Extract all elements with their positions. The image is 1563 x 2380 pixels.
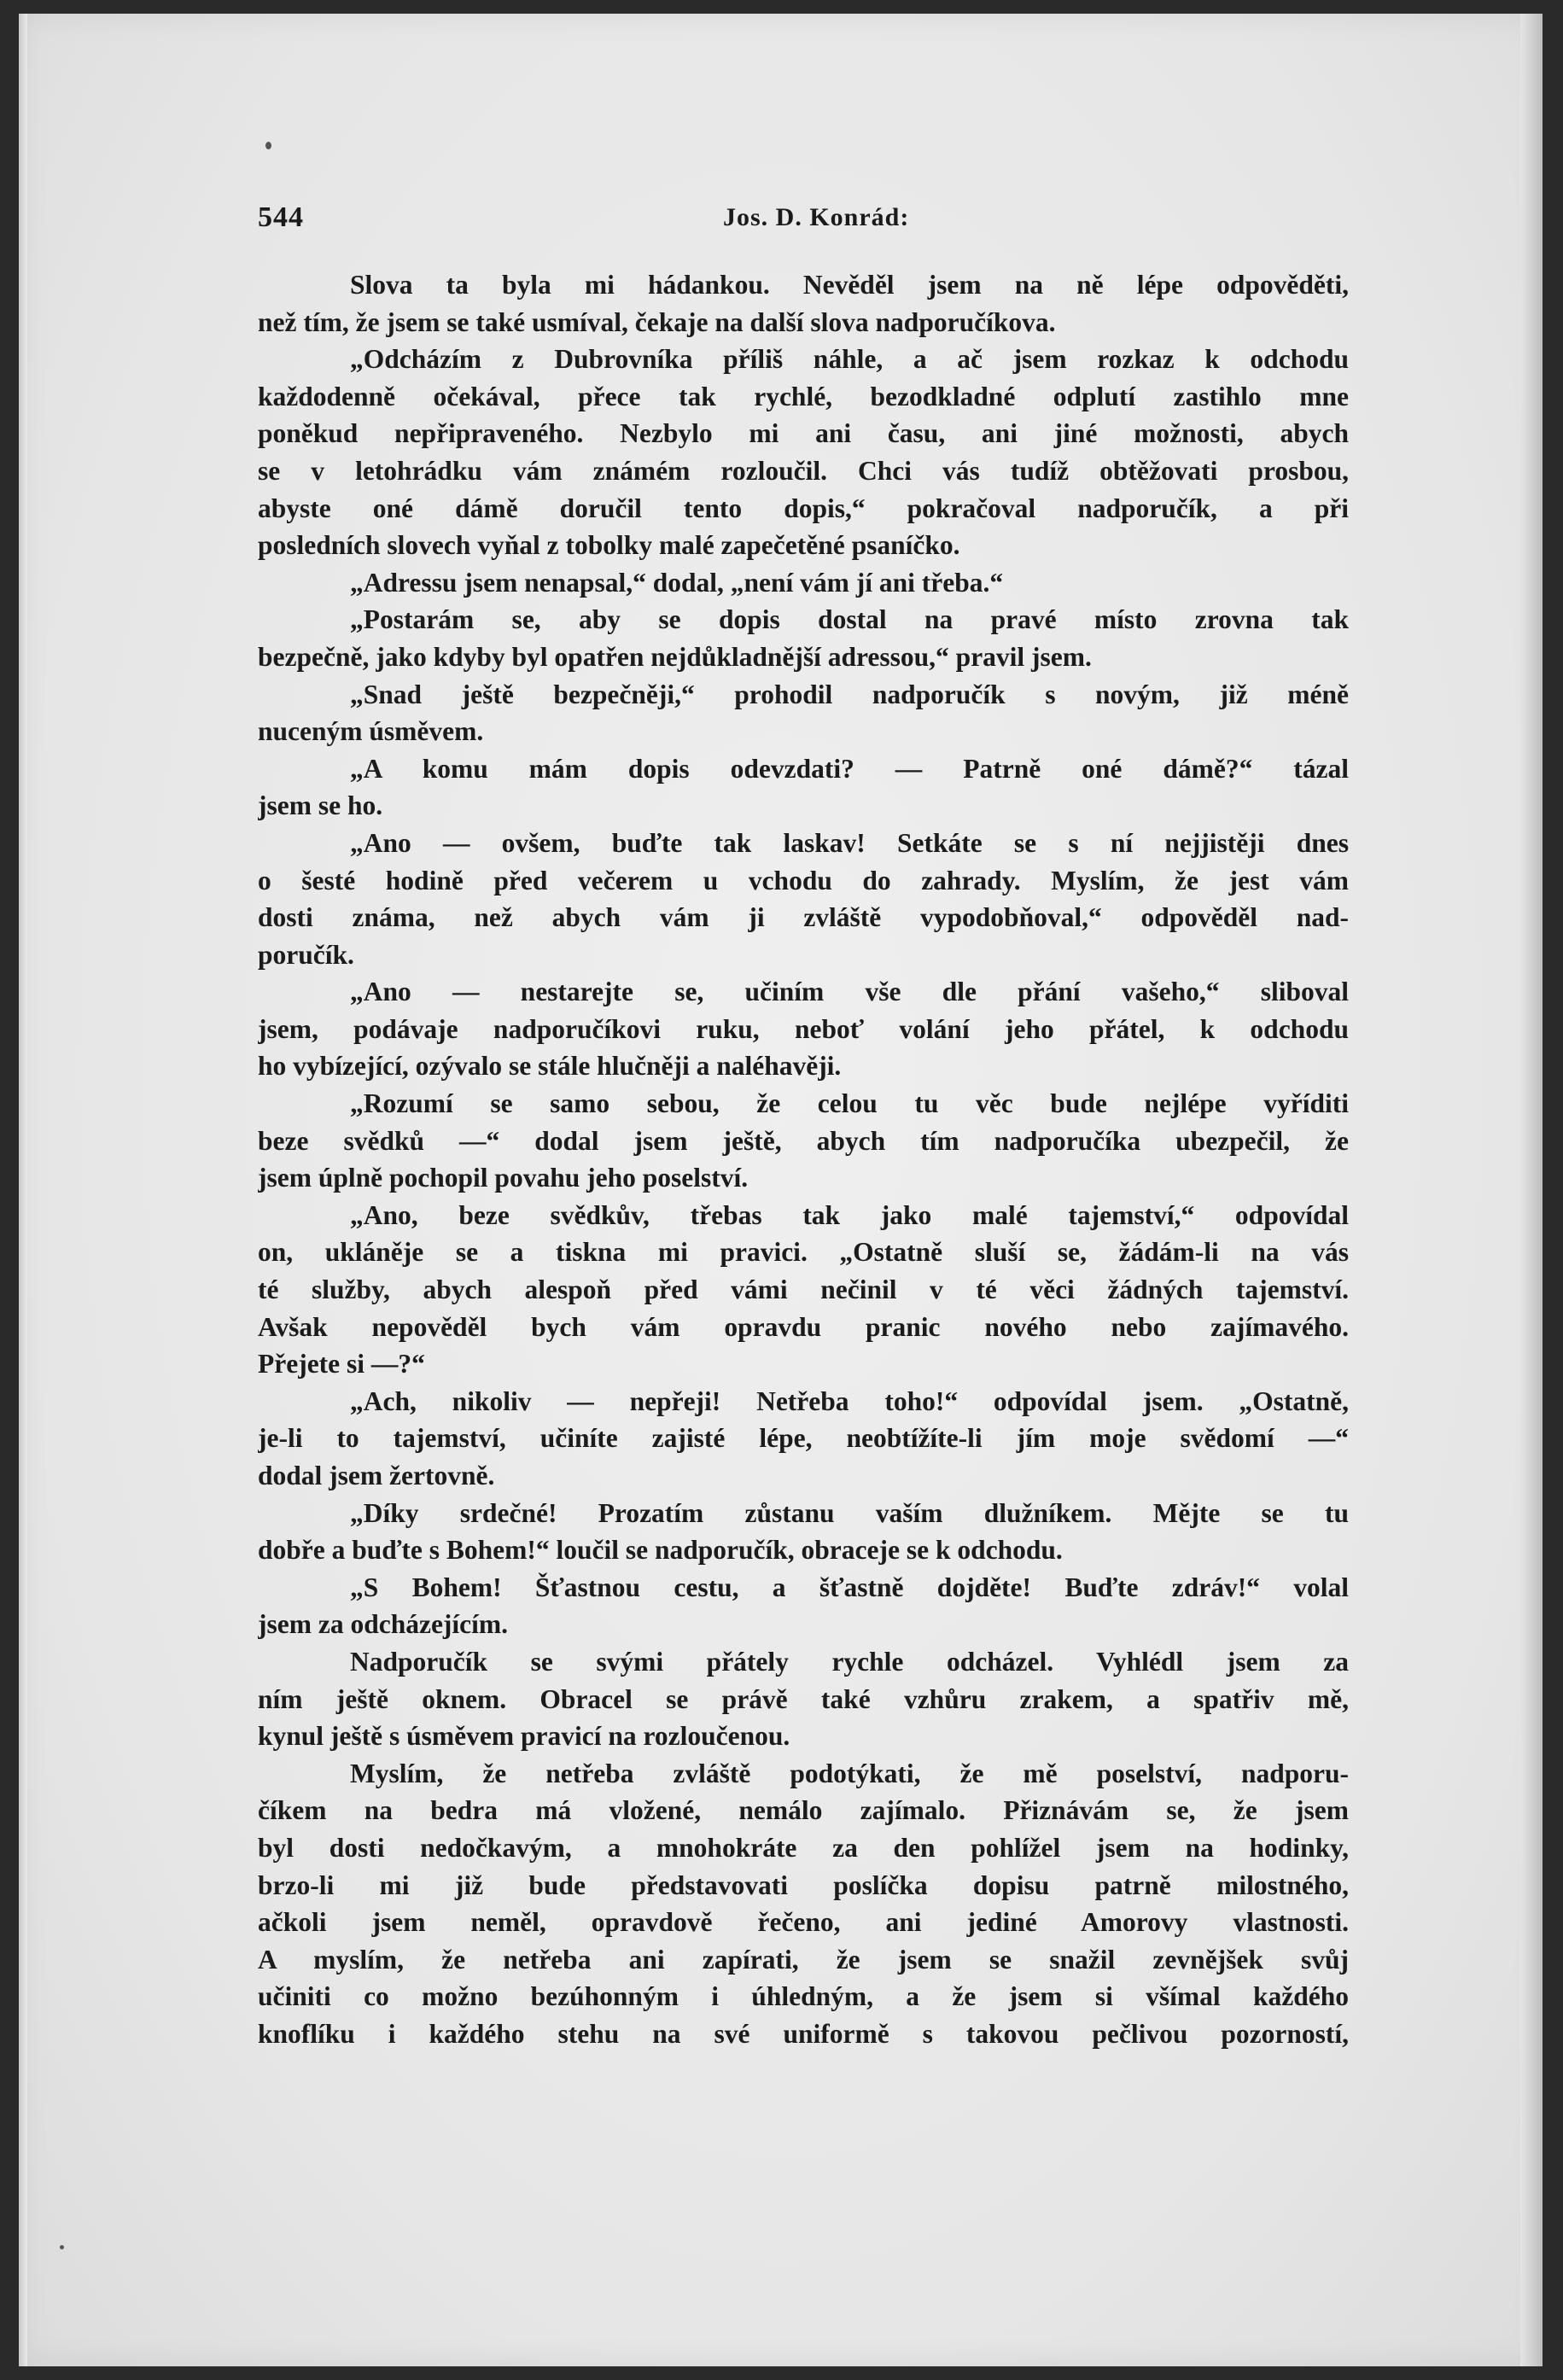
ink-speck bbox=[60, 2245, 64, 2249]
text-line: bezpečně, jako kdyby byl opatřen nejdůkladnější adressou,“ pravil jsem. bbox=[258, 641, 1092, 672]
text-line: Slova ta byla mi hádankou. Nevěděl jsem na ně lépe odpověděti, bbox=[350, 270, 1349, 300]
text-line: té služby, abych alespoň před vámi nečinil v té věci žádných tajemství. bbox=[258, 1275, 1349, 1305]
text-line: „A komu mám dopis odevzdati? — Patrně oné dámě?“ tázal bbox=[350, 753, 1349, 784]
text-line: byl dosti nedočkavým, a mnohokráte za den pohlížel jsem na hodinky, bbox=[258, 1832, 1349, 1863]
text-line: dobře a buďte s Bohem!“ loučil se nadporučík, obraceje se k odchodu. bbox=[258, 1535, 1063, 1566]
text-line: dosti známa, než abych vám ji zvláště vypodobňoval,“ odpověděl nad- bbox=[258, 902, 1349, 933]
text-line: A myslím, že netřeba ani zapírati, že jsem se snažil zevnějšek svůj bbox=[258, 1944, 1349, 1975]
text-line: „Snad ještě bezpečněji,“ prohodil nadporučík s novým, již méně bbox=[350, 679, 1349, 709]
text-line: Přejete si —?“ bbox=[258, 1349, 425, 1380]
text-line: je-li to tajemství, učiníte zajisté lépe, neobtížíte-li jím moje svědomí —“ bbox=[258, 1423, 1349, 1454]
text-line: „Ach, nikoliv — nepřeji! Netřeba toho!“ odpovídal jsem. „Ostatně, bbox=[350, 1385, 1349, 1416]
page-number: 544 bbox=[258, 201, 304, 233]
text-line: o šesté hodině před večerem u vchodu do zahrady. Myslím, že jest vám bbox=[258, 865, 1349, 895]
text-line: „Ano — ovšem, buďte tak laskav! Setkáte se s ní nejjistěji dnes bbox=[350, 827, 1349, 858]
text-line: „Odcházím z Dubrovníka příliš náhle, a ač jsem rozkaz k odchodu bbox=[350, 344, 1349, 375]
text-line: Nadporučík se svými přátely rychle odcházel. Vyhlédl jsem za bbox=[350, 1646, 1349, 1677]
text-line: než tím, že jsem se také usmíval, čekaje na další slova nadporučíkova. bbox=[258, 306, 1056, 337]
text-line: jsem úplně pochopil povahu jeho poselství. bbox=[258, 1163, 749, 1193]
text-line: „Ano — nestarejte se, učiním vše dle přání vašeho,“ sliboval bbox=[350, 977, 1349, 1007]
page-right-edge-shadow bbox=[1520, 14, 1543, 2366]
text-line: ačkoli jsem neměl, opravdově řečeno, ani jediné Amorovy vlastnosti. bbox=[258, 1907, 1349, 1938]
text-line: jsem se ho. bbox=[258, 790, 383, 821]
text-line: kynul ještě s úsměvem pravicí na rozloučenou. bbox=[258, 1721, 790, 1752]
body-text bbox=[258, 266, 1349, 2053]
text-line: „Díky srdečné! Prozatím zůstanu vaším dlužníkem. Mějte se tu bbox=[350, 1497, 1349, 1528]
page-left-edge-shadow bbox=[19, 14, 27, 2366]
text-line: poněkud nepřipraveného. Nezbylo mi ani času, ani jiné možnosti, abych bbox=[258, 418, 1349, 449]
text-line: nuceným úsměvem. bbox=[258, 716, 484, 747]
text-line: poručík. bbox=[258, 939, 354, 970]
text-line: každodenně očekával, přece tak rychlé, bezodkladné odplutí zastihlo mne bbox=[258, 381, 1349, 411]
text-line: „Postarám se, aby se dopis dostal na pravé místo zrovna tak bbox=[350, 604, 1349, 635]
text-line: brzo-li mi již bude představovati poslíčka dopisu patrně milostného, bbox=[258, 1870, 1349, 1900]
text-line: Avšak nepověděl bych vám opravdu pranic nového nebo zajímavého. bbox=[258, 1311, 1349, 1342]
text-line: „Adressu jsem nenapsal,“ dodal, „není vám jí ani třeba.“ bbox=[350, 567, 1004, 598]
text-line: ním ještě oknem. Obracel se právě také vzhůru zrakem, a spatřiv mě, bbox=[258, 1683, 1349, 1714]
text-line: „Ano, beze svědkův, třebas tak jako malé tajemství,“ odpovídal bbox=[350, 1199, 1349, 1230]
text-line: „S Bohem! Šťastnou cestu, a šťastně dojděte! Buďte zdráv!“ volal bbox=[350, 1572, 1349, 1602]
text-line: dodal jsem žertovně. bbox=[258, 1461, 495, 1490]
text-line: abyste oné dámě doručil tento dopis,“ pokračoval nadporučík, a při bbox=[258, 493, 1349, 523]
text-line: jsem, podávaje nadporučíkovi ruku, neboť volání jeho přátel, k odchodu bbox=[258, 1013, 1349, 1044]
running-header bbox=[258, 201, 1376, 244]
text-line: Myslím, že netřeba zvláště podotýkati, že mě poselství, nadporu- bbox=[350, 1758, 1349, 1788]
text-line: on, ukláněje se a tiskna mi pravici. „Ostatně sluší se, žádám-li na vás bbox=[258, 1237, 1349, 1268]
text-line: „Rozumí se samo sebou, že celou tu věc bude nejlépe vyříditi bbox=[350, 1088, 1349, 1119]
ink-speck bbox=[265, 142, 271, 149]
text-line: jsem za odcházejícím. bbox=[258, 1609, 509, 1640]
text-line: se v letohrádku vám známém rozloučil. Chci vás tudíž obtěžovati prosbou, bbox=[258, 455, 1349, 486]
running-title: Jos. D. Konrád: bbox=[723, 203, 910, 231]
text-line: číkem na bedra má vložené, nemálo zajímalo. Přiznávám se, že jsem bbox=[258, 1795, 1349, 1826]
text-line: posledních slovech vyňal z tobolky malé zapečetěné psaníčko. bbox=[258, 530, 960, 561]
text-line: učiniti co možno bezúhonným i úhledným, a že jsem si všímal každého bbox=[258, 1981, 1349, 2012]
text-line: ho vybízející, ozývalo se stále hlučněji a naléhavěji. bbox=[258, 1051, 842, 1082]
text-line: beze svědků —“ dodal jsem ještě, abych tím nadporučíka ubezpečil, že bbox=[258, 1125, 1349, 1156]
text-line: knoflíku i každého stehu na své uniformě s takovou pečlivou pozorností, bbox=[258, 2018, 1349, 2049]
